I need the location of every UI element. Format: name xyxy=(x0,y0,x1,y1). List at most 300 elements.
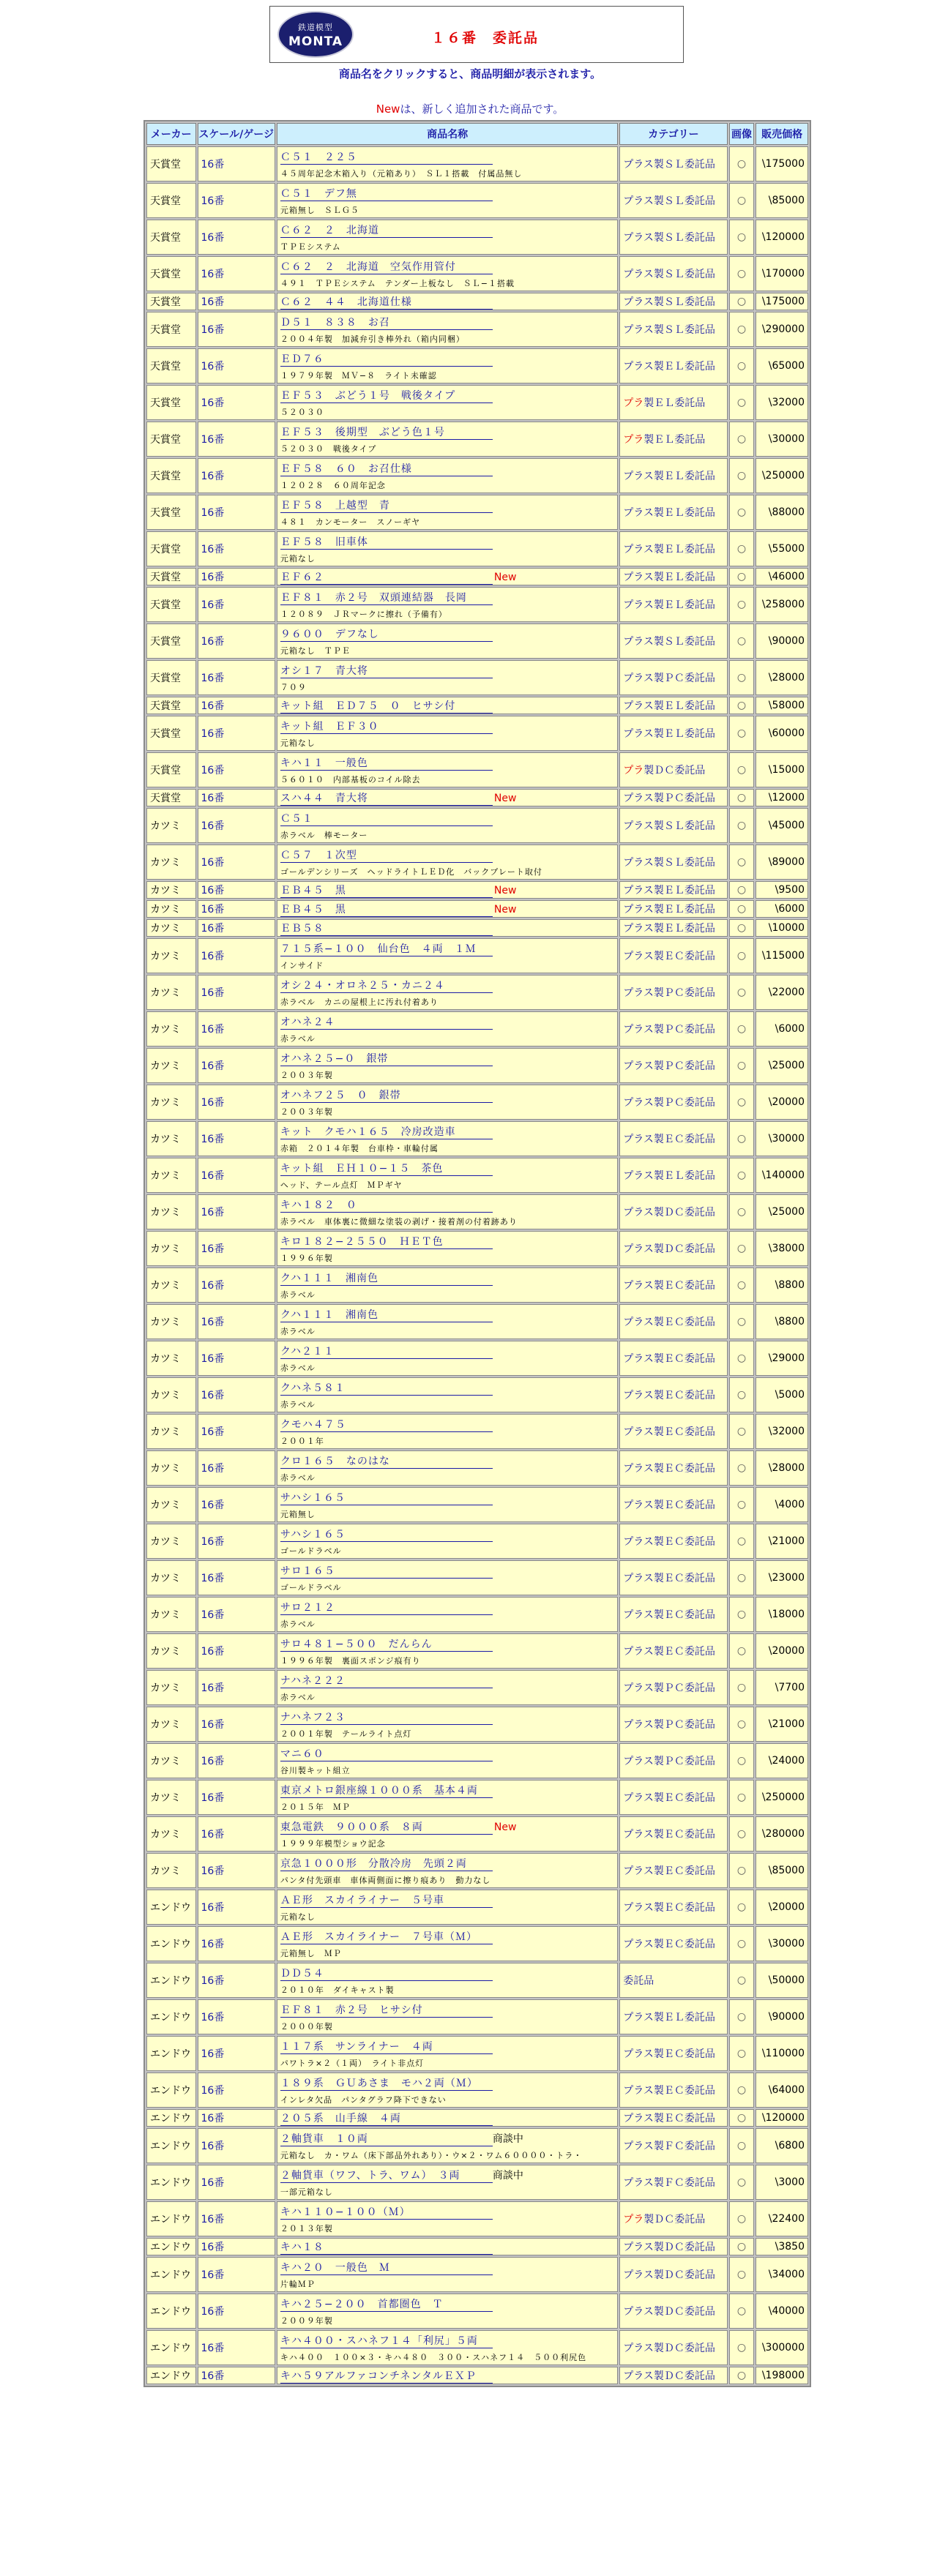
product-name-link[interactable]: Ｄ５１ ８３８ お召 xyxy=(280,315,493,330)
product-name-cell xyxy=(277,2165,618,2200)
image-cell xyxy=(729,2073,755,2108)
image-cell xyxy=(729,808,755,843)
category-text: プラス製ＥＣ委託品 xyxy=(623,1353,715,1365)
image-available-icon: ○ xyxy=(736,635,747,647)
table-row xyxy=(146,697,808,714)
category-text: プラス製ＥＣ委託品 xyxy=(623,2085,715,2097)
maker-cell: カツミ xyxy=(146,900,196,918)
product-name-link[interactable]: １１７系 サンライナー ４両 xyxy=(280,2039,493,2054)
product-name-link[interactable]: ＥＤ７６ xyxy=(280,351,493,367)
product-name-link[interactable]: 京急１０００形 分散冷房 先頭２両 xyxy=(280,1856,493,1871)
scale-cell: 16番 xyxy=(198,348,275,383)
category-cell xyxy=(619,2165,727,2200)
category-text: プラス製ＤＣ委託品 xyxy=(623,1243,715,1255)
product-name-link[interactable]: サロ２１２ xyxy=(280,1600,493,1615)
maker-cell: 天賞堂 xyxy=(146,256,196,291)
category-text: プラス製ＰＣ委託品 xyxy=(623,1024,715,1036)
product-name-link[interactable]: サロ１６５ xyxy=(280,1563,493,1579)
product-name-link[interactable]: キハ１１０−１００（Ｍ） xyxy=(280,2204,493,2220)
product-name-link[interactable]: ＥＦ５８ 旧車体 xyxy=(280,534,493,550)
product-name-link[interactable]: スハ４４ 青大将 xyxy=(280,790,493,806)
product-note: ７０９ xyxy=(280,682,307,692)
product-name-link[interactable]: キハ１１ 一般色 xyxy=(280,755,493,771)
product-name-link[interactable]: オハネ２４ xyxy=(280,1014,493,1030)
price-cell: \22000 xyxy=(756,975,808,1010)
new-badge: New xyxy=(493,1821,517,1833)
product-name-link[interactable]: Ｃ６２ ４４ 北海道仕様 xyxy=(280,294,493,310)
product-name-link[interactable]: ＥＢ４５ 黒 xyxy=(280,902,493,917)
product-name-cell xyxy=(277,919,618,937)
category-text: プラス製ＰＣ委託品 xyxy=(623,673,715,684)
table-row xyxy=(146,1890,808,1925)
product-name-cell xyxy=(277,495,618,530)
category-text: プラス製ＳＬ委託品 xyxy=(623,324,715,336)
category-text: プラス製ＥＬ委託品 xyxy=(623,2012,715,2023)
product-name-link[interactable]: ＡＥ形 スカイライナー ７号車（Ｍ） xyxy=(280,1929,493,1944)
table-row xyxy=(146,1450,808,1486)
product-name-link[interactable]: ＥＦ６２ xyxy=(280,569,493,585)
product-name-link[interactable]: キハ１８２ ０ xyxy=(280,1197,493,1213)
product-name-cell xyxy=(277,385,618,420)
image-available-icon: ○ xyxy=(736,1499,747,1510)
product-note: 赤ラベル xyxy=(280,1399,316,1409)
product-name-link[interactable]: ２０５系 山手線 ４両 xyxy=(280,2111,493,2126)
product-name-link[interactable]: ＥＢ５８ xyxy=(280,921,493,936)
price-cell: \28000 xyxy=(756,660,808,695)
image-cell xyxy=(729,1231,755,1266)
image-cell xyxy=(729,1304,755,1339)
category-text: プラス製ＥＣ委託品 xyxy=(623,951,715,962)
product-note: １９９６年製 xyxy=(280,1253,333,1263)
product-name-link[interactable]: キハ１８ xyxy=(280,2239,493,2255)
table-row xyxy=(146,348,808,383)
product-note: 元箱無し ＭＰ xyxy=(280,1948,342,1958)
table-row xyxy=(146,752,808,787)
category-cell xyxy=(619,975,727,1010)
scale-cell: 16番 xyxy=(198,2238,275,2255)
maker-cell: 天賞堂 xyxy=(146,146,196,181)
image-available-icon: ○ xyxy=(736,903,747,915)
maker-cell: 天賞堂 xyxy=(146,422,196,457)
table-row xyxy=(146,1597,808,1632)
image-available-icon: ○ xyxy=(736,2011,747,2023)
maker-cell: エンドウ xyxy=(146,2294,196,2329)
product-name-cell xyxy=(277,312,618,347)
price-cell: \89000 xyxy=(756,845,808,880)
product-name-link[interactable]: サハシ１６５ xyxy=(280,1490,493,1505)
category-text: プラス製ＰＣ委託品 xyxy=(623,1719,715,1731)
product-name-link[interactable]: サハシ１６５ xyxy=(280,1527,493,1542)
product-note: 赤ラベル xyxy=(280,1472,316,1483)
scale-cell: 16番 xyxy=(198,1414,275,1449)
category-text: プラス製ＤＣ委託品 xyxy=(623,2370,715,2382)
product-name-cell xyxy=(277,2330,618,2365)
scale-cell: 16番 xyxy=(198,531,275,566)
maker-cell: カツミ xyxy=(146,919,196,937)
category-text: プラス製ＥＬ委託品 xyxy=(623,904,715,916)
product-name-link[interactable]: ＥＦ５３ 後期型 ぶどう色１号 xyxy=(280,424,493,440)
product-note: １２０２８ ６０周年記念 xyxy=(280,480,386,490)
product-name-link[interactable]: クハ１１１ 湘南色 xyxy=(280,1307,493,1322)
image-cell xyxy=(729,789,755,806)
col-header-price: 販売価格 xyxy=(756,123,808,145)
category-cell xyxy=(619,1011,727,1046)
product-name-link[interactable]: クハ２１１ xyxy=(280,1344,493,1359)
image-cell xyxy=(729,2109,755,2127)
category-text: プラス製ＥＣ委託品 xyxy=(623,1536,715,1548)
product-name-cell xyxy=(277,1085,618,1120)
table-row xyxy=(146,624,808,659)
table-row xyxy=(146,531,808,566)
price-cell: \9500 xyxy=(756,881,808,899)
product-name-cell xyxy=(277,1158,618,1193)
product-note: ＴＰＥシステム xyxy=(280,242,341,252)
product-note: ５２０３０ 戦後タイプ xyxy=(280,443,377,454)
product-note: 赤ラベル 棒モーター xyxy=(280,830,368,840)
image-cell xyxy=(729,2128,755,2163)
product-name-link[interactable]: ＡＥ形 スカイライナー ５号車 xyxy=(280,1892,493,1908)
category-text: プラス製ＦＣ委託品 xyxy=(623,2177,715,2189)
scale-cell: 16番 xyxy=(198,1999,275,2034)
category-cell xyxy=(619,1597,727,1632)
table-row xyxy=(146,312,808,347)
image-cell xyxy=(729,146,755,181)
maker-cell: カツミ xyxy=(146,1524,196,1559)
product-name-cell xyxy=(277,624,618,659)
product-name-cell xyxy=(277,789,618,806)
image-available-icon: ○ xyxy=(736,268,747,280)
product-name-link[interactable]: キロ１８２−２５５０ ＨＥＴ色 xyxy=(280,1234,493,1249)
category-cell xyxy=(619,1963,727,1998)
price-cell: \175000 xyxy=(756,146,808,181)
image-available-icon: ○ xyxy=(736,764,747,776)
product-note: 元箱なし カ・ワム（床下部品外れあり）・ウ×２・ワム６００００・トラ・ xyxy=(280,2150,583,2160)
product-name-link[interactable]: キハ５９アルファコンチネンタルＥＸＰ xyxy=(280,2368,493,2384)
product-note: 赤ラベル xyxy=(280,1692,316,1702)
product-note: ２０１０年 ダイキャスト製 xyxy=(280,1985,395,1995)
scale-cell: 16番 xyxy=(198,385,275,420)
category-text: プラス製ＤＣ委託品 xyxy=(623,2242,715,2253)
product-name-link[interactable]: ９６００ デフなし xyxy=(280,626,493,642)
price-cell: \20000 xyxy=(756,1633,808,1669)
price-cell: \21000 xyxy=(756,1707,808,1742)
product-name-cell xyxy=(277,422,618,457)
table-row xyxy=(146,2073,808,2108)
scale-cell: 16番 xyxy=(198,1707,275,1742)
price-cell: \20000 xyxy=(756,1085,808,1120)
category-cell xyxy=(619,1377,727,1412)
scale-cell: 16番 xyxy=(198,2257,275,2292)
product-name-link[interactable]: キット組 ＥＤ７５ ０ ヒサシ付 xyxy=(280,698,493,714)
maker-cell: カツミ xyxy=(146,1816,196,1852)
product-name-cell xyxy=(277,1999,618,2034)
product-name-link[interactable]: ＥＦ８１ 赤２号 双頭連結器 長岡 xyxy=(280,590,493,605)
category-text: プラス製ＥＣ委託品 xyxy=(623,1134,715,1145)
product-name-cell xyxy=(277,752,618,787)
image-cell xyxy=(729,2367,755,2384)
table-row xyxy=(146,789,808,806)
product-name-link[interactable]: ＥＦ８１ 赤２号 ヒサシ付 xyxy=(280,2002,493,2018)
scale-cell: 16番 xyxy=(198,697,275,714)
image-available-icon: ○ xyxy=(736,1243,747,1254)
product-name-link[interactable]: １８９系 ＧＵあさま モハ２両（Ｍ） xyxy=(280,2075,493,2091)
table-row xyxy=(146,422,808,457)
image-available-icon: ○ xyxy=(736,820,747,831)
image-cell xyxy=(729,183,755,218)
new-badge: New xyxy=(493,884,517,896)
maker-cell: カツミ xyxy=(146,1707,196,1742)
product-name-link[interactable]: Ｃ６２ ２ 北海道 空気作用管付 xyxy=(280,259,493,274)
table-row xyxy=(146,1231,808,1266)
category-cell xyxy=(619,1121,727,1156)
image-cell xyxy=(729,220,755,255)
product-name-link[interactable]: クハネ５８１ xyxy=(280,1380,493,1396)
maker-cell: エンドウ xyxy=(146,2036,196,2071)
price-cell: \55000 xyxy=(756,531,808,566)
product-name-link[interactable]: オシ２４・オロネ２５・カニ２４ xyxy=(280,978,493,993)
image-available-icon: ○ xyxy=(736,2370,747,2381)
price-cell: \32000 xyxy=(756,1414,808,1449)
image-available-icon: ○ xyxy=(736,323,747,335)
product-name-link[interactable]: ＥＦ５８ ６０ お召仕様 xyxy=(280,461,493,476)
product-note: ５２０３０ xyxy=(280,407,324,417)
price-cell: \250000 xyxy=(756,1780,808,1815)
product-note: 赤箱 ２０１４年製 台車枠・車輪付属 xyxy=(280,1143,439,1153)
category-cell xyxy=(619,1268,727,1303)
category-text: プラス製ＳＬ委託品 xyxy=(623,159,715,171)
category-cell xyxy=(619,2238,727,2255)
maker-cell: カツミ xyxy=(146,1048,196,1083)
category-cell xyxy=(619,2294,727,2329)
image-available-icon: ○ xyxy=(736,397,747,408)
product-note: 赤ラベル xyxy=(280,1619,316,1629)
image-available-icon: ○ xyxy=(736,922,747,934)
product-name-link[interactable]: ７１５系−１００ 仙台色 ４両 １Ｍ xyxy=(280,941,493,956)
price-cell: \34000 xyxy=(756,2257,808,2292)
image-cell xyxy=(729,1341,755,1376)
col-header-category: カテゴリー xyxy=(619,123,727,145)
product-note: １２０８９ ＪＲマークに擦れ（予備有） xyxy=(280,609,447,619)
image-cell xyxy=(729,1450,755,1486)
product-name-cell xyxy=(277,1890,618,1925)
category-text: プラス製ＳＬ委託品 xyxy=(623,232,715,244)
maker-cell: エンドウ xyxy=(146,2367,196,2384)
table-row xyxy=(146,1121,808,1156)
maker-cell: エンドウ xyxy=(146,2257,196,2292)
product-name-cell xyxy=(277,900,618,918)
product-name-cell xyxy=(277,1377,618,1412)
product-note: ２００３年製 xyxy=(280,1107,333,1117)
category-cell xyxy=(619,1707,727,1742)
image-cell xyxy=(729,938,755,973)
product-note: パンタ付先頭車 車体両側面に擦り痕あり 動力なし xyxy=(280,1875,491,1885)
category-cell xyxy=(619,1487,727,1522)
product-name-link[interactable]: キット組 ＥＨ１０−１５ 茶色 xyxy=(280,1161,493,1176)
category-cell xyxy=(619,495,727,530)
product-name-cell xyxy=(277,1560,618,1595)
price-cell: \250000 xyxy=(756,458,808,493)
category-cell xyxy=(619,220,727,255)
product-name-cell xyxy=(277,716,618,751)
product-name-link[interactable]: ＤＤ５４ xyxy=(280,1966,493,1981)
product-name-cell xyxy=(277,146,618,181)
category-text: プラス製ＳＬ委託品 xyxy=(623,195,715,207)
product-name-link[interactable]: クモハ４７５ xyxy=(280,1417,493,1432)
product-name-link[interactable]: マニ６０ xyxy=(280,1746,493,1761)
table-row xyxy=(146,1341,808,1376)
product-name-link[interactable]: Ｃ５１ デフ無 xyxy=(280,186,493,201)
scale-cell: 16番 xyxy=(198,2109,275,2127)
product-name-link[interactable]: ＥＦ５３ ぶどう１号 戦後タイプ xyxy=(280,388,493,403)
product-name-link[interactable]: オハネフ２５ ０ 銀帯 xyxy=(280,1087,493,1103)
image-cell xyxy=(729,752,755,787)
category-cell xyxy=(619,1304,727,1339)
maker-cell: エンドウ xyxy=(146,1890,196,1925)
image-cell xyxy=(729,256,755,291)
new-badge: New xyxy=(493,792,517,804)
table-row xyxy=(146,1414,808,1449)
category-text: プラス製ＥＣ委託品 xyxy=(623,1426,715,1438)
price-cell: \28000 xyxy=(756,1450,808,1486)
image-cell xyxy=(729,2165,755,2200)
image-available-icon: ○ xyxy=(736,2305,747,2317)
image-cell xyxy=(729,422,755,457)
product-name-link[interactable]: クハ１１１ 湘南色 xyxy=(280,1270,493,1286)
price-cell: \6800 xyxy=(756,2128,808,2163)
category-text: プラス製ＳＬ委託品 xyxy=(623,269,715,280)
product-name-cell xyxy=(277,458,618,493)
image-available-icon: ○ xyxy=(736,1791,747,1803)
product-name-link[interactable]: キット組 ＥＦ３０ xyxy=(280,719,493,734)
category-text: プラス製ＥＣ委託品 xyxy=(623,1829,715,1841)
product-name-link[interactable]: サロ４８１−５００ だんらん xyxy=(280,1636,493,1652)
scale-cell: 16番 xyxy=(198,1487,275,1522)
category-text: プラス製ＳＬ委託品 xyxy=(623,636,715,648)
product-name-link[interactable]: ナハネ２２２ xyxy=(280,1673,493,1688)
product-name-link[interactable]: キハ２５−２００ 首都圏色 Ｔ xyxy=(280,2296,493,2312)
table-row xyxy=(146,975,808,1010)
product-note: ４５周年記念木箱入り（元箱あり） ＳＬ１搭載 付属品無し xyxy=(280,168,523,179)
price-cell: \85000 xyxy=(756,183,808,218)
table-row xyxy=(146,938,808,973)
table-row xyxy=(146,2257,808,2292)
category-cell xyxy=(619,256,727,291)
product-name-link[interactable]: Ｃ６２ ２ 北海道 xyxy=(280,222,493,238)
table-row xyxy=(146,2201,808,2236)
product-name-cell xyxy=(277,1194,618,1229)
table-row xyxy=(146,1304,808,1339)
category-text: プラス製ＥＣ委託品 xyxy=(623,1390,715,1401)
image-cell xyxy=(729,2294,755,2329)
product-name-cell xyxy=(277,660,618,695)
price-cell: \24000 xyxy=(756,1743,808,1778)
scale-cell: 16番 xyxy=(198,1341,275,1376)
product-name-link[interactable]: ナハネフ２３ xyxy=(280,1710,493,1725)
product-name-link[interactable]: オシ１７ 青大将 xyxy=(280,663,493,678)
product-note: ２０００年製 xyxy=(280,2021,333,2032)
maker-cell: 天賞堂 xyxy=(146,531,196,566)
category-cell xyxy=(619,385,727,420)
col-header-name: 商品名称 xyxy=(277,123,618,145)
price-cell: \300000 xyxy=(756,2330,808,2365)
product-name-link[interactable]: ＥＢ４５ 黒 xyxy=(280,883,493,898)
price-cell: \23000 xyxy=(756,1560,808,1595)
product-note: ２００３年製 xyxy=(280,1070,333,1080)
table-row xyxy=(146,2128,808,2163)
image-cell xyxy=(729,1121,755,1156)
product-name-cell xyxy=(277,845,618,880)
category-text: プラス製ＳＬ委託品 xyxy=(623,296,715,308)
image-cell xyxy=(729,1816,755,1852)
product-name-cell xyxy=(277,2073,618,2108)
product-name-link[interactable]: ＥＦ５８ 上越型 青 xyxy=(280,498,493,513)
image-cell xyxy=(729,2330,755,2365)
product-note: ２００１年製 テールライト点灯 xyxy=(280,1729,412,1739)
product-name-link[interactable]: 東急電鉄 ９０００系 ８両 xyxy=(280,1819,493,1835)
image-cell xyxy=(729,495,755,530)
image-available-icon: ○ xyxy=(736,599,747,610)
scale-cell: 16番 xyxy=(198,1011,275,1046)
category-cell xyxy=(619,789,727,806)
product-name-link[interactable]: オハネ２５−０ 銀帯 xyxy=(280,1051,493,1066)
category-cell xyxy=(619,2367,727,2384)
product-name-cell xyxy=(277,183,618,218)
price-cell: \280000 xyxy=(756,1816,808,1852)
category-text: プラス製ＥＣ委託品 xyxy=(623,1792,715,1804)
scale-cell: 16番 xyxy=(198,716,275,751)
product-name-cell xyxy=(277,1780,618,1815)
category-text: プラ製ＤＣ委託品 xyxy=(623,765,706,776)
image-available-icon: ○ xyxy=(736,1572,747,1584)
image-cell xyxy=(729,1268,755,1303)
category-text: プラス製ＥＣ委託品 xyxy=(623,1609,715,1621)
product-note: ５６０１０ 内部基板のコイル除去 xyxy=(280,774,421,785)
image-cell xyxy=(729,2201,755,2236)
product-name-cell xyxy=(277,2201,618,2236)
table-row xyxy=(146,808,808,843)
product-name-link[interactable]: キット クモハ１６５ 冷房改造車 xyxy=(280,1124,493,1139)
product-note: ゴールドラベル xyxy=(280,1582,342,1592)
category-cell xyxy=(619,422,727,457)
table-row xyxy=(146,1268,808,1303)
product-name-link[interactable]: ２軸貨車（ワフ、トラ、ワム） ３両 xyxy=(280,2168,493,2183)
image-cell xyxy=(729,1048,755,1083)
maker-cell: エンドウ xyxy=(146,1963,196,1998)
image-available-icon: ○ xyxy=(736,792,747,804)
image-available-icon: ○ xyxy=(736,1828,747,1840)
product-name-link[interactable]: キハ２０ 一般色 Ｍ xyxy=(280,2260,493,2275)
product-note: ゴールデンシリーズ ヘッドライトＬＥＤ化 バックプレート取付 xyxy=(280,866,542,877)
price-cell: \40000 xyxy=(756,2294,808,2329)
category-cell xyxy=(619,881,727,899)
product-name-link[interactable]: Ｃ５１ ２２５ xyxy=(280,149,493,165)
scale-cell: 16番 xyxy=(198,1963,275,1998)
product-name-link[interactable]: 東京メトロ銀座線１０００系 基本４両 xyxy=(280,1783,493,1798)
product-name-link[interactable]: ２軸貨車 １０両 xyxy=(280,2131,493,2146)
image-cell xyxy=(729,2036,755,2071)
price-cell: \175000 xyxy=(756,293,808,310)
product-name-link[interactable]: クロ１６５ なのはな xyxy=(280,1453,493,1469)
maker-cell: 天賞堂 xyxy=(146,624,196,659)
product-name-link[interactable]: Ｃ５７ １次型 xyxy=(280,847,493,863)
image-available-icon: ○ xyxy=(736,950,747,962)
product-note: インレタ欠品 パンタグラフ降下できない xyxy=(280,2094,447,2105)
product-name-link[interactable]: Ｃ５１ xyxy=(280,811,493,826)
product-note: ゴールドラベル xyxy=(280,1546,342,1556)
product-name-link[interactable]: キハ４００・スハネフ１４「利尻」５両 xyxy=(280,2333,493,2348)
price-cell: \120000 xyxy=(756,2109,808,2127)
table-row xyxy=(146,845,808,880)
